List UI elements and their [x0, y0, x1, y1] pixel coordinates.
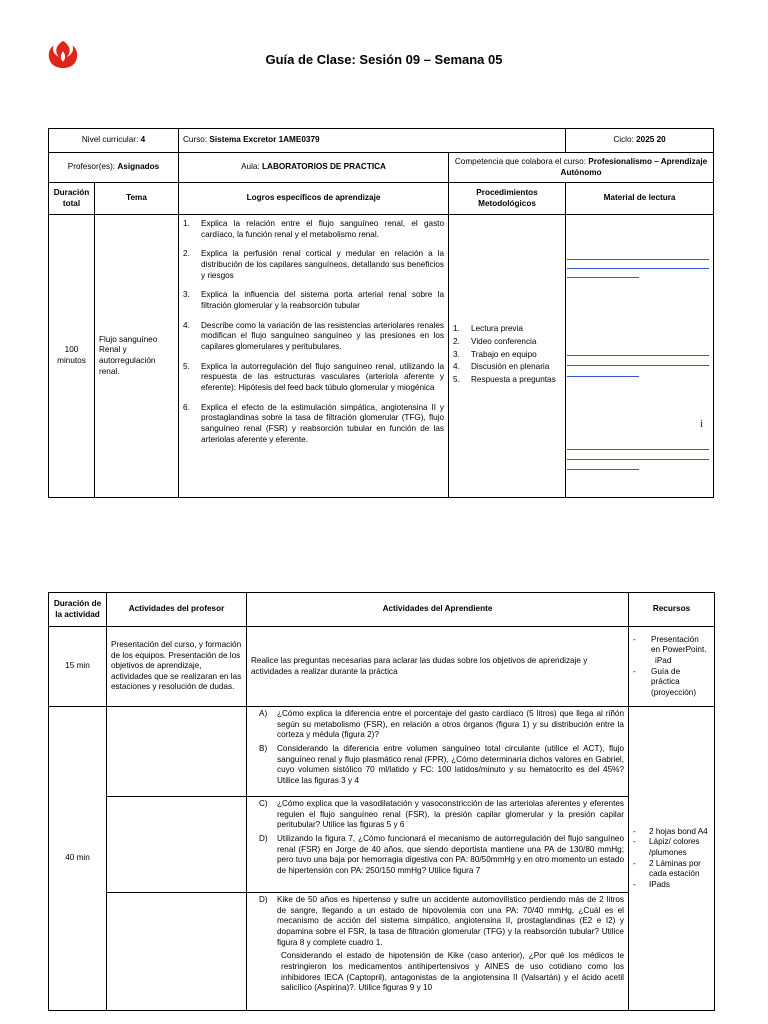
profesor-actividad-empty [107, 797, 247, 893]
preguntas-c-d [247, 797, 629, 893]
duracion-total: 100 minutos [49, 215, 95, 498]
logro-item: 1. Explica la relación entre el flujo sanguíneo renal, el gasto cardíaco, la función renal y el metabolismo renal. [183, 219, 445, 239]
pregunta-item: C) ¿Cómo explica que la vasodilatación y vasoconstricción de las arteriolas aferentes y eferentes regulen el flujo sanguíneo renal (FSR), la presión capilar glomerular y la presión capilar peritubular? Utilice las figuras 5 y 6 [259, 799, 624, 830]
competencia-cell: Competencia que colabora el curso: Profesionalismo – Aprendizaje Autónomo [449, 153, 714, 183]
aprendiente-actividad: Realice las preguntas necesarias para aclarar las dudas sobre los objetivos de aprendizaje y actividades a realizar durante la práctica [247, 627, 629, 707]
logro-item: 6. Explica el efecto de la estimulación simpática, angiotensina II y prostaglandinas sobre la tasa de filtración glomerular (TFG), flujo sanguíneo renal (FSR) y reabsorción tubular en función de las arteriolas aferente y eferente. [183, 402, 445, 444]
recurso-item: - 2 Láminas por cada estación [633, 858, 701, 879]
pregunta-item: D) Utilizando la figura 7, ¿Cómo funcionará el mecanismo de autorregulación del flujo sanguíneo renal (FSR) en Jorge de 40 años, que siendo deportista mantiene una PA de 130/80 mmHg; pero tuvo una baja por hemorragia digestiva con PA: 80/50mmHg y en otro momento un estado de hipertensión con PA: 250/150 mmHg? Utilice figura 7 [259, 833, 624, 875]
reading-link[interactable] [567, 469, 639, 470]
reading-link[interactable] [567, 355, 709, 356]
preguntas-a-b [247, 707, 629, 797]
activities-table [48, 592, 715, 1011]
procedimiento-item: 1. Lectura previa [453, 324, 523, 334]
logro-item: 5. Explica la autorregulación del flujo sanguíneo renal, utilizando la respuesta de las estructuras vasculares (arteriola aferente y eferente): Hipótesis del feed back túbulo glomerular y miogénica [183, 361, 445, 392]
aula-cell: Aula: LABORATORIOS DE PRACTICA [179, 153, 449, 183]
reading-link[interactable] [567, 259, 709, 260]
reading-link[interactable] [567, 268, 709, 269]
pregunta-item: A) ¿Cómo explica la diferencia entre el porcentaje del gasto cardíaco (5 litros) que llega al riñón según su metabolismo (FSR), en relación a otros órganos (figura 1) y su distribución entre la corteza y médula (figura 2)? [259, 709, 624, 740]
recurso-item: - Presentación en PowerPoint. [633, 634, 707, 655]
pregunta-item: D) Kike de 50 años es hipertenso y sufre un accidente automovilístico perdiendo más de 2 litros de sangre, llegando a un estado de hipovolemia con una PA: 70/40 mmHg, ¿Cuál es el mecanismo de acción del sistema simpático, angiotensina II, prostaglandinas (E2 e I2) y dopamina sobre el FSR, la tasa de filtración glomerular (TFG) y la reabsorción tubular? Utilice figura 8 y complete cuadro 1. [259, 895, 624, 947]
header-logros: Logros específicos de aprendizaje [179, 183, 449, 215]
recursos-cell-2 [629, 707, 715, 1011]
header-material: Material de lectura [566, 183, 714, 215]
header-tema: Tema [95, 183, 179, 215]
material-cell [566, 215, 714, 498]
header-actividades-profesor: Actividades del profesor [107, 593, 247, 627]
curso-cell: Curso: Sistema Excretor 1AME0379 [179, 129, 566, 153]
pregunta-extra: Considerando el estado de hipotensión de Kike (caso anterior), ¿Por qué los médicos le restringieron los medicamentos antihipertensivos y AINES de uso cotidiano como los inhibidores IECA (Captopril), antagonistas de la angiotensina II (Valsartán) y el ácido acetil salicílico (Aspirina)?. Utilice figuras 9 y 10 [281, 951, 624, 993]
procedimientos-cell [449, 215, 566, 498]
procedimiento-item: 2. Video conferencia [453, 337, 537, 347]
profesor-cell: Profesor(es): Asignados [49, 153, 179, 183]
header-actividades-aprendiente: Actividades del Aprendiente [247, 593, 629, 627]
logro-item: 4. Describe como la variación de las resistencias arteriolares renales modifican el flujo sanguíneo sanguíneo y las presiones en los capilares glomerulares y peritubulares. [183, 320, 445, 351]
pregunta-item: B) Considerando la diferencia entre volumen sanguíneo total circulante (utilice el ACT), flujo sanguíneo renal y flujo plasmático renal (FPR), ¿Cómo determinaría dichos valores en Gabriel, cuyo volumen sistólico 70 ml/latido y FC: 100 latidos/minuto y su hematocrito es del 45%? Utilice las figuras 3 y 4 [259, 743, 624, 785]
material-mark: i [700, 419, 704, 430]
profesor-actividad: Presentación del curso, y formación de los equipos. Presentación de los objetivos de aprendizaje, actividades que se realizaran en las estaciones y resolución de dudas. [107, 627, 247, 707]
preguntas-kike [247, 893, 629, 1011]
header-duracion-actividad: Duración de la actividad [49, 593, 107, 627]
profesor-actividad-empty [107, 707, 247, 797]
logros-cell [179, 215, 449, 498]
header-procedimientos: Procedimientos Metodológicos [449, 183, 566, 215]
reading-link[interactable] [567, 459, 709, 460]
logro-item: 3. Explica la influencia del sistema porta arterial renal sobre la filtración glomerular y la reabsorción tubular [183, 290, 445, 310]
recurso-item: - Guía de práctica (proyección) [633, 666, 697, 697]
recurso-item: - Lápiz/ colores /plumones [633, 837, 700, 857]
duracion-15: 15 min [49, 627, 107, 707]
recurso-item: iPad [655, 655, 672, 665]
profesor-actividad-empty [107, 893, 247, 1011]
header-recursos: Recursos [629, 593, 715, 627]
page-title: Guía de Clase: Sesión 09 – Semana 05 [265, 52, 503, 67]
ciclo-cell: Ciclo: 2025 20 [566, 129, 714, 153]
reading-link[interactable] [567, 365, 709, 366]
nivel-cell: Nivel curricular: 4 [49, 129, 179, 153]
tema-cell: Flujo sanguíneo Renal y autorregulación renal. [95, 215, 179, 498]
procedimiento-item: 3. Trabajo en equipo [453, 349, 537, 359]
recurso-item: - IPads [633, 879, 670, 889]
recursos-cell [629, 627, 715, 707]
reading-link[interactable] [567, 449, 709, 450]
header-duracion: Duración total [49, 183, 95, 215]
duracion-40: 40 min [49, 707, 107, 1011]
recurso-item: - 2 hojas bond A4 [633, 826, 708, 836]
reading-link[interactable] [567, 277, 639, 278]
reading-link[interactable] [567, 376, 639, 377]
logro-item: 2. Explica la perfusión renal cortical y medular en relación a la distribución de los capilares sanguíneos, detallando sus beneficios y riesgos [183, 249, 445, 280]
procedimiento-item: 4. Discusión en plenaria [453, 362, 550, 372]
class-info-table [48, 128, 714, 498]
procedimiento-item: 5. Respuesta a preguntas [453, 374, 556, 384]
